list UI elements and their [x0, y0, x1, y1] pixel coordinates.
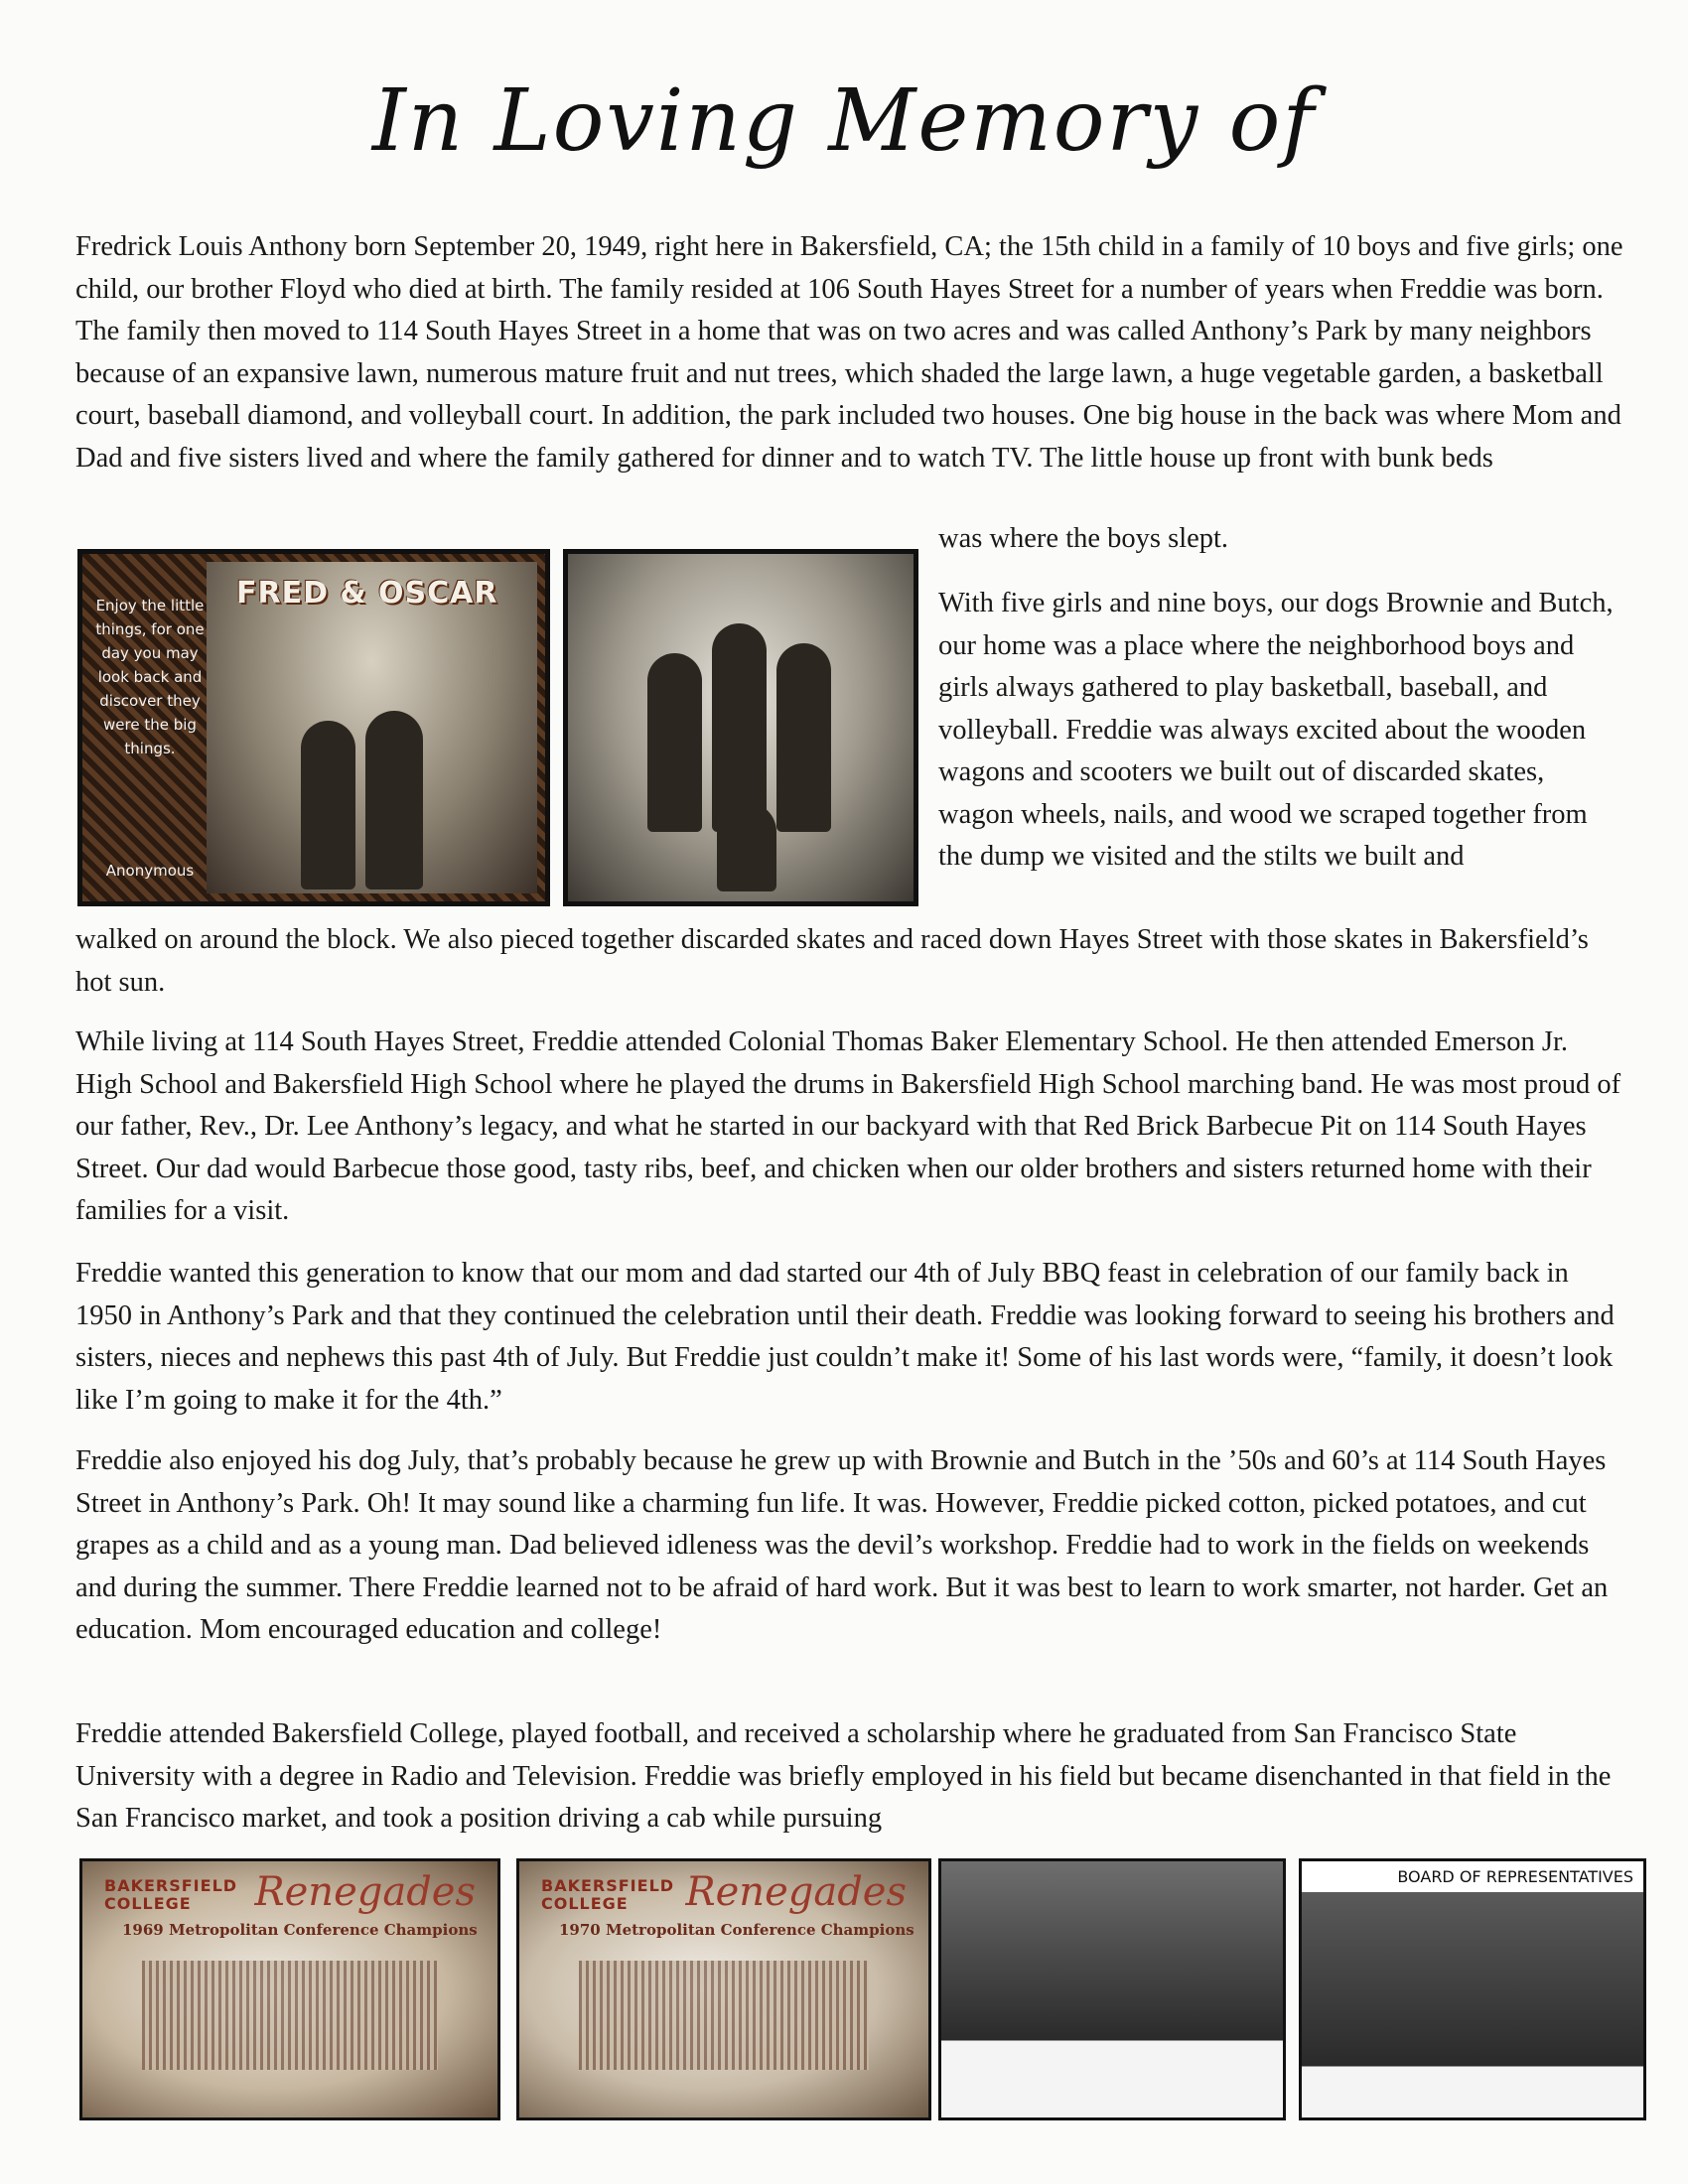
- paragraph-5: Freddie also enjoyed his dog July, that’s probably because he grew up with Brownie and Butch in the ’50s and 60’s at 114 South Hayes Street in Anthony’s Park. Oh! It may sound like a charming fun life. It was. However, Freddie picked cotton, picked potatoes, and cut grapes as a child and as a young man. Dad believed idleness was the devil’s workshop. Freddie had to work in the fields on weekends and during the summer. There Freddie learned not to be afraid of hard work. But it was best to learn to work smarter, not harder. Get an education. Mom encouraged education and college!: [75, 1445, 1609, 1645]
- fred-and-oscar-photo: [77, 549, 550, 906]
- fred-and-oscar-image: [207, 562, 537, 893]
- college-name: BAKERSFIELD COLLEGE: [541, 1876, 675, 1913]
- renegades-1970-photo: [516, 1858, 931, 2120]
- group-photo: [938, 1858, 1286, 2120]
- board-of-representatives-photo: [1299, 1858, 1646, 2120]
- page-title: In Loving Memory of: [371, 71, 1317, 171]
- paragraph-2-side: With five girls and nine boys, our dogs Brownie and Butch, our home was a place where the neighborhood boys and girls always gathered to play basketball, baseball, and volleyball. Freddie was always excited about the wooden wagons and scooters we built out of discarded skates, wagon wheels, nails, and wood we scraped together from the dump we visited and the stilts we built and: [938, 588, 1614, 872]
- renegades-1969-photo: [79, 1858, 500, 2120]
- paragraph-1: Fredrick Louis Anthony born September 20, 1949, right here in Bakersfield, CA; the 15th child in a family of 10 boys and five girls; one child, our brother Floyd who died at birth. The family resided at 106 South Hayes Street for a number of years when Freddie was born. The family then moved to 114 South Hayes Street in a home that was on two acres and was called Anthony’s Park by many neighbors because of an expansive lawn, numerous mature fruit and nut trees, which shaded the large lawn, a huge vegetable garden, a basketball court, baseball diamond, and volleyball court. In addition, the park included two houses. One big house in the back was where Mom and Dad and five sisters lived and where the family gathered for dinner and to watch TV. The little house up front with bunk beds: [75, 231, 1623, 474]
- photo-label: FRED & OSCAR: [236, 576, 498, 611]
- college-name: BAKERSFIELD COLLEGE: [104, 1876, 238, 1913]
- photo-quote-author: Anonymous: [105, 862, 195, 880]
- champions-caption: 1970 Metropolitan Conference Champions: [559, 1921, 914, 1939]
- siblings-photo: [563, 549, 918, 906]
- board-caption: BOARD OF REPRESENTATIVES: [1397, 1867, 1633, 1886]
- paragraph-1-end: was where the boys slept.: [938, 523, 1229, 554]
- paragraph-3: While living at 114 South Hayes Street, Freddie attended Colonial Thomas Baker Elementary School. He then attended Emerson Jr. High School and Bakersfield High School where he played the drums in Bakersfield High School marching band. He was most proud of our father, Rev., Dr. Lee Anthony’s legacy, and what he started in our backyard with that Red Brick Barbecue Pit on 114 South Hayes Street. Our dad would Barbecue those good, tasty ribs, beef, and chicken when our older brothers and sisters returned home with their families for a visit.: [75, 1026, 1621, 1226]
- paragraph-4: Freddie wanted this generation to know that our mom and dad started our 4th of July BBQ feast in celebration of our family back in 1950 in Anthony’s Park and that they continued the celebration until their death. Freddie was looking forward to seeing his brothers and sisters, nieces and nephews this past 4th of July. But Freddie just couldn’t make it! Some of his last words were, “family, it doesn’t look like I’m going to make it for the 4th.”: [75, 1258, 1615, 1416]
- team-script: Renegades: [254, 1869, 476, 1915]
- team-image: [579, 1961, 869, 2070]
- photo-quote: Enjoy the little things, for one day you may look back and discover they were the big things.: [95, 597, 205, 757]
- champions-caption: 1969 Metropolitan Conference Champions: [122, 1921, 478, 1939]
- paragraph-6: Freddie attended Bakersfield College, played football, and received a scholarship where he graduated from San Francisco State University with a degree in Radio and Television. Freddie was briefly employed in his field but became disenchanted in that field in the San Francisco market, and took a position driving a cab while pursuing: [75, 1718, 1612, 1834]
- paragraph-2-continued: walked on around the block. We also pieced together discarded skates and raced down Hayes Street with those skates in Bakersfield’s hot sun.: [75, 924, 1589, 998]
- team-image: [142, 1961, 438, 2070]
- team-script: Renegades: [685, 1869, 907, 1915]
